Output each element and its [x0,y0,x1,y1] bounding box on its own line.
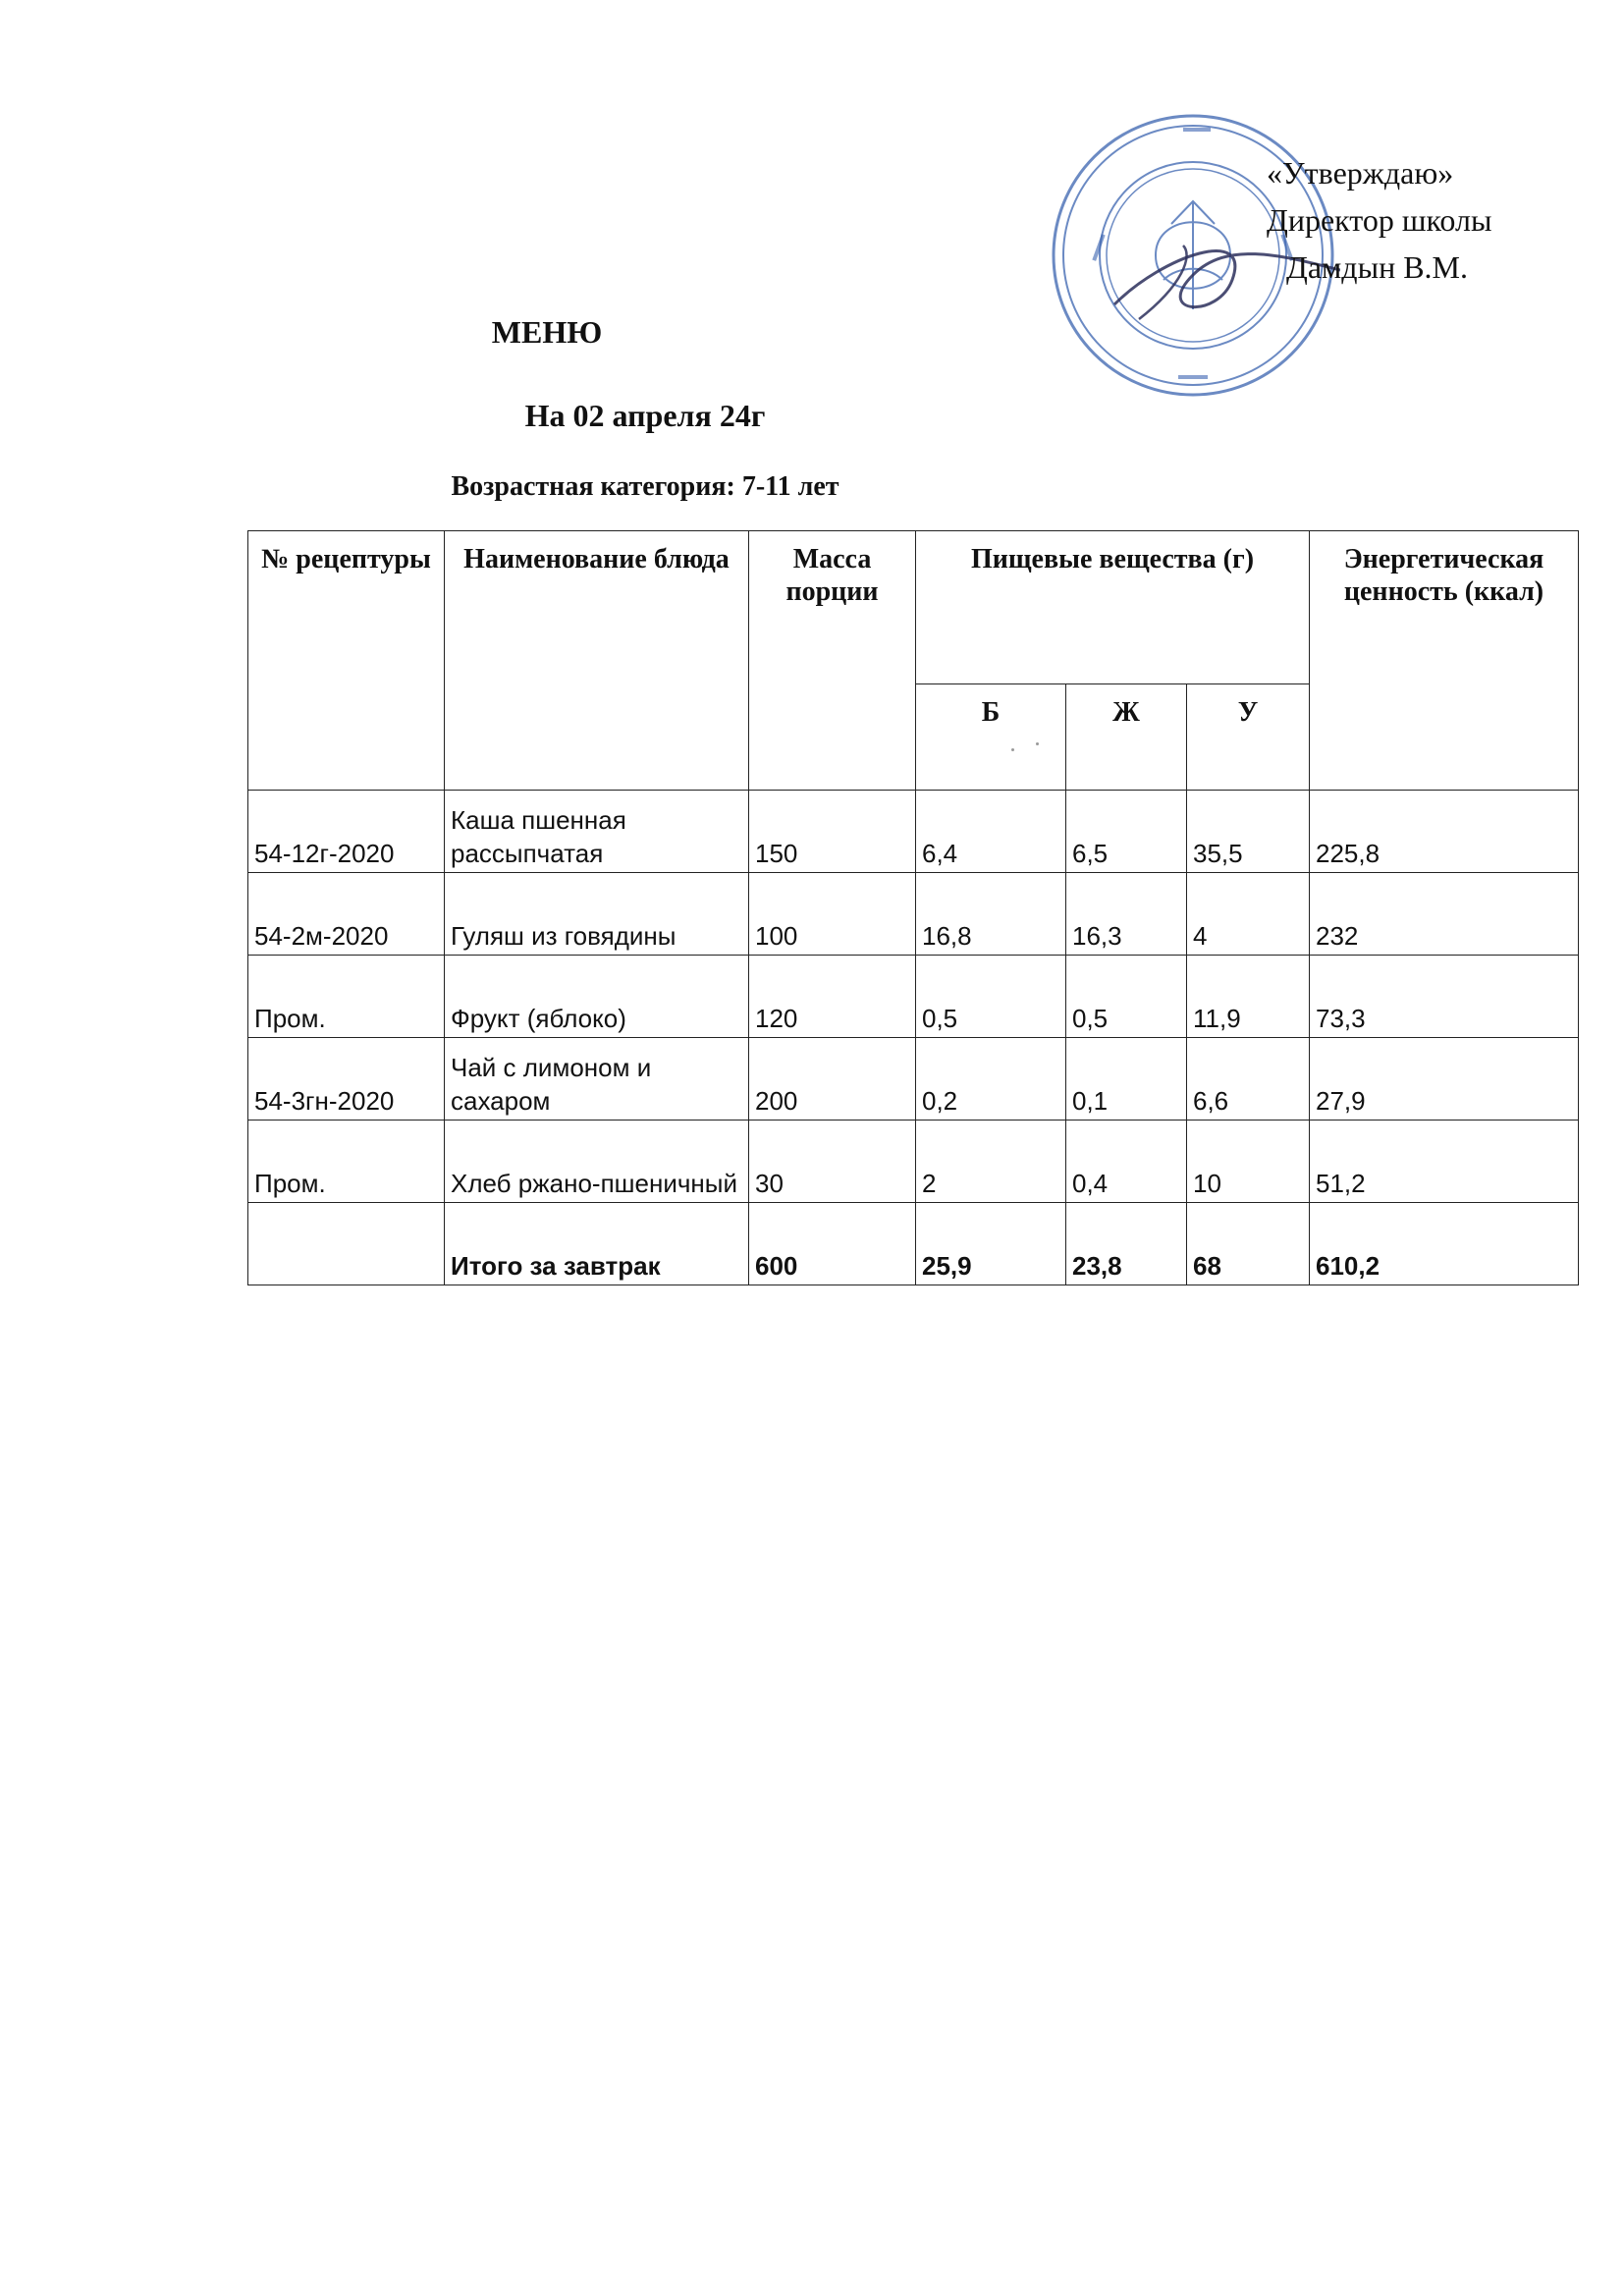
total-protein: 25,9 [916,1203,1066,1285]
header-fat: Ж [1066,684,1187,791]
total-carbs: 68 [1187,1203,1310,1285]
age-category: Возрастная категория: 7-11 лет [451,471,839,502]
total-fat: 23,8 [1066,1203,1187,1285]
header-recipe: № рецептуры [248,531,445,791]
energy-value: 51,2 [1310,1121,1579,1203]
recipe-code: 54-2м-2020 [248,873,445,956]
scan-speck [1011,748,1014,751]
portion-mass: 200 [749,1038,916,1121]
energy-value: 73,3 [1310,956,1579,1038]
carbs-value: 6,6 [1187,1038,1310,1121]
protein-value: 6,4 [916,791,1066,873]
table-row [248,1121,1579,1203]
table-row [248,956,1579,1038]
carbs-value: 10 [1187,1121,1310,1203]
dish-name: Гуляш из говядины [445,873,749,956]
carbs-value: 11,9 [1187,956,1310,1038]
dish-name: Фрукт (яблоко) [445,956,749,1038]
fat-value: 0,5 [1066,956,1187,1038]
protein-value: 0,2 [916,1038,1066,1121]
fat-value: 16,3 [1066,873,1187,956]
portion-mass: 120 [749,956,916,1038]
approval-line3: Дамдын В.М. [1286,249,1468,285]
energy-value: 232 [1310,873,1579,956]
portion-mass: 150 [749,791,916,873]
dish-name: Хлеб ржано-пшеничный [445,1121,749,1203]
header-protein: Б [916,684,1066,791]
table-row [248,791,1579,873]
protein-value: 16,8 [916,873,1066,956]
header-energy: Энергетическая ценность (ккал) [1310,531,1579,791]
carbs-value: 35,5 [1187,791,1310,873]
recipe-code: Пром. [248,1121,445,1203]
approval-line1: «Утверждаю» [1267,155,1454,191]
header-nutrients: Пищевые вещества (г) [916,531,1310,684]
carbs-value: 4 [1187,873,1310,956]
portion-mass: 100 [749,873,916,956]
recipe-code: 54-12г-2020 [248,791,445,873]
protein-value: 0,5 [916,956,1066,1038]
recipe-code: Пром. [248,956,445,1038]
menu-table [247,530,1579,1285]
dish-name: Чай с лимоном и сахаром [445,1038,749,1121]
total-energy: 610,2 [1310,1203,1579,1285]
total-code [248,1203,445,1285]
energy-value: 225,8 [1310,791,1579,873]
recipe-code: 54-3гн-2020 [248,1038,445,1121]
total-label: Итого за завтрак [445,1203,749,1285]
header-carbs: У [1187,684,1310,791]
total-row [248,1203,1579,1285]
table-row [248,1038,1579,1121]
table-row [248,873,1579,956]
menu-title: МЕНЮ [491,314,603,350]
portion-mass: 30 [749,1121,916,1203]
fat-value: 0,1 [1066,1038,1187,1121]
header-mass: Масса порции [749,531,916,791]
dish-name: Каша пшенная рассыпчатая [445,791,749,873]
protein-value: 2 [916,1121,1066,1203]
approval-block [1267,149,1591,291]
fat-value: 6,5 [1066,791,1187,873]
total-mass: 600 [749,1203,916,1285]
scan-speck [1036,742,1039,745]
fat-value: 0,4 [1066,1121,1187,1203]
approval-line2: Директор школы [1267,202,1492,238]
menu-date: На 02 апреля 24г [524,398,766,433]
header-dish: Наименование блюда [445,531,749,791]
energy-value: 27,9 [1310,1038,1579,1121]
